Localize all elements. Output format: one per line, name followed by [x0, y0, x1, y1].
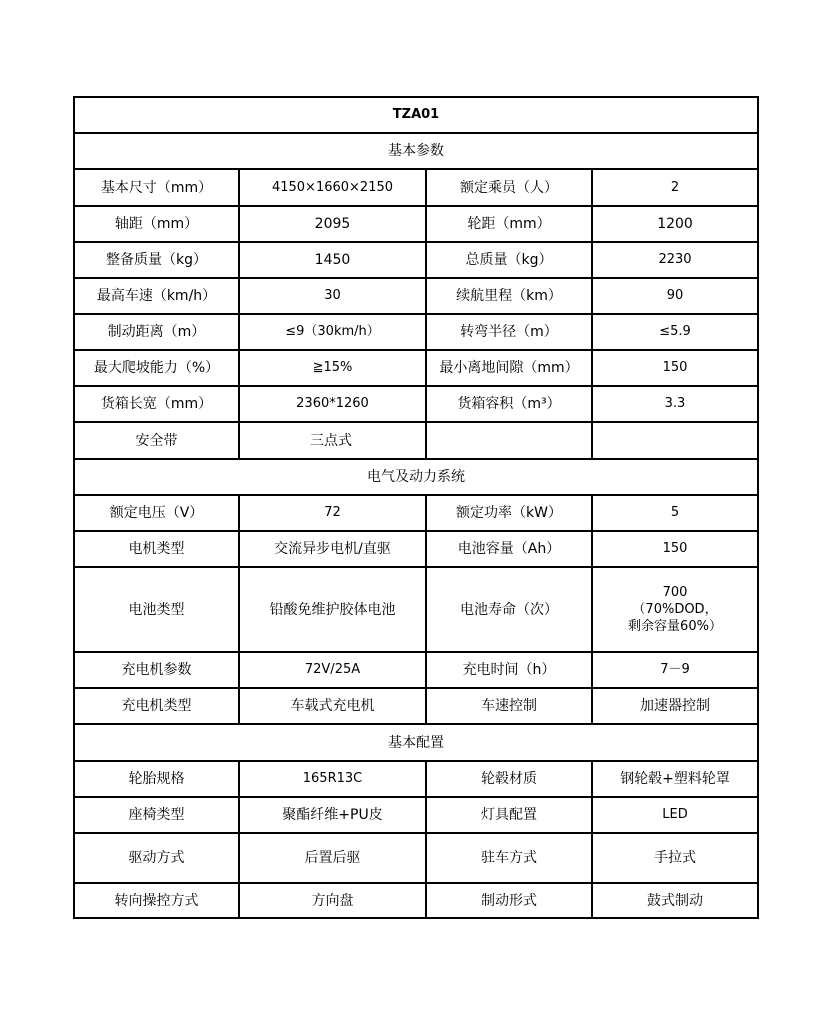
- spec-label: 额定功率（kW）: [426, 495, 592, 531]
- spec-value: 车载式充电机: [239, 688, 426, 724]
- spec-label: 基本尺寸（mm）: [74, 169, 239, 206]
- spec-value: 72: [239, 495, 426, 531]
- spec-label: 充电机参数: [74, 652, 239, 688]
- spec-value: LED: [592, 797, 758, 833]
- spec-value: 手拉式: [592, 833, 758, 883]
- empty-cell: [592, 422, 758, 459]
- spec-value: 2: [592, 169, 758, 206]
- table-row: [74, 761, 758, 797]
- spec-label: 轴距（mm）: [74, 206, 239, 242]
- spec-label: 转弯半径（m）: [426, 314, 592, 350]
- table-row: [74, 797, 758, 833]
- spec-value: 700 （70%DOD， 剩余容量60%）: [592, 567, 758, 652]
- table-row: [74, 350, 758, 386]
- spec-label: 驻车方式: [426, 833, 592, 883]
- spec-value: 2095: [239, 206, 426, 242]
- table-row: [74, 495, 758, 531]
- spec-label: 电池容量（Ah）: [426, 531, 592, 567]
- table-row: [74, 206, 758, 242]
- spec-label: 额定乘员（人）: [426, 169, 592, 206]
- spec-value: 3.3: [592, 386, 758, 422]
- spec-value: 150: [592, 531, 758, 567]
- spec-label: 充电机类型: [74, 688, 239, 724]
- section-heading-basic-params: 基本参数: [74, 133, 758, 169]
- spec-value: 聚酯纤维+PU皮: [239, 797, 426, 833]
- table-row: [74, 688, 758, 724]
- spec-value: 1450: [239, 242, 426, 278]
- spec-value: 150: [592, 350, 758, 386]
- section-heading-electrical: 电气及动力系统: [74, 459, 758, 495]
- spec-value: 2230: [592, 242, 758, 278]
- table-row: [74, 242, 758, 278]
- table-row: [74, 386, 758, 422]
- spec-label: 额定电压（V）: [74, 495, 239, 531]
- spec-value: ≧15%: [239, 350, 426, 386]
- table-title: TZA01: [74, 97, 758, 133]
- table-row: [74, 883, 758, 918]
- spec-label: 转向操控方式: [74, 883, 239, 918]
- spec-label: 驱动方式: [74, 833, 239, 883]
- spec-value: 2360*1260: [239, 386, 426, 422]
- table-row: [74, 169, 758, 206]
- spec-label: 整备质量（kg）: [74, 242, 239, 278]
- spec-value: 加速器控制: [592, 688, 758, 724]
- spec-value: ≤9（30km/h）: [239, 314, 426, 350]
- table-row: [74, 314, 758, 350]
- spec-label: 制动距离（m）: [74, 314, 239, 350]
- spec-value: 72V/25A: [239, 652, 426, 688]
- empty-cell: [426, 422, 592, 459]
- spec-value: 5: [592, 495, 758, 531]
- spec-label: 最大爬坡能力（%）: [74, 350, 239, 386]
- spec-value: 1200: [592, 206, 758, 242]
- title-row: [74, 97, 758, 133]
- spec-table: [73, 96, 759, 919]
- spec-label: 安全带: [74, 422, 239, 459]
- spec-label: 电池寿命（次）: [426, 567, 592, 652]
- spec-value: 4150×1660×2150: [239, 169, 426, 206]
- spec-label: 续航里程（km）: [426, 278, 592, 314]
- spec-label: 总质量（kg）: [426, 242, 592, 278]
- table-row: [74, 422, 758, 459]
- spec-label: 轮毂材质: [426, 761, 592, 797]
- spec-value: ≤5.9: [592, 314, 758, 350]
- section-heading-config: 基本配置: [74, 724, 758, 761]
- spec-value: 90: [592, 278, 758, 314]
- spec-value: 方向盘: [239, 883, 426, 918]
- spec-label: 货箱容积（m³）: [426, 386, 592, 422]
- spec-label: 最高车速（km/h）: [74, 278, 239, 314]
- section-row: [74, 724, 758, 761]
- spec-value: 后置后驱: [239, 833, 426, 883]
- table-row: [74, 652, 758, 688]
- spec-label: 灯具配置: [426, 797, 592, 833]
- spec-label: 座椅类型: [74, 797, 239, 833]
- spec-value: 三点式: [239, 422, 426, 459]
- spec-value: 7－9: [592, 652, 758, 688]
- spec-label: 制动形式: [426, 883, 592, 918]
- table-row: [74, 833, 758, 883]
- spec-label: 电机类型: [74, 531, 239, 567]
- section-row: [74, 459, 758, 495]
- spec-label: 轮胎规格: [74, 761, 239, 797]
- spec-value: 30: [239, 278, 426, 314]
- spec-value: 铅酸免维护胶体电池: [239, 567, 426, 652]
- section-row: [74, 133, 758, 169]
- spec-label: 货箱长宽（mm）: [74, 386, 239, 422]
- spec-value: 交流异步电机/直驱: [239, 531, 426, 567]
- table-row: [74, 531, 758, 567]
- spec-value: 165R13C: [239, 761, 426, 797]
- table-row: [74, 278, 758, 314]
- table-row: [74, 567, 758, 652]
- spec-label: 最小离地间隙（mm）: [426, 350, 592, 386]
- spec-value: 鼓式制动: [592, 883, 758, 918]
- spec-label: 电池类型: [74, 567, 239, 652]
- spec-value: 钢轮毂+塑料轮罩: [592, 761, 758, 797]
- spec-label: 车速控制: [426, 688, 592, 724]
- spec-label: 轮距（mm）: [426, 206, 592, 242]
- spec-label: 充电时间（h）: [426, 652, 592, 688]
